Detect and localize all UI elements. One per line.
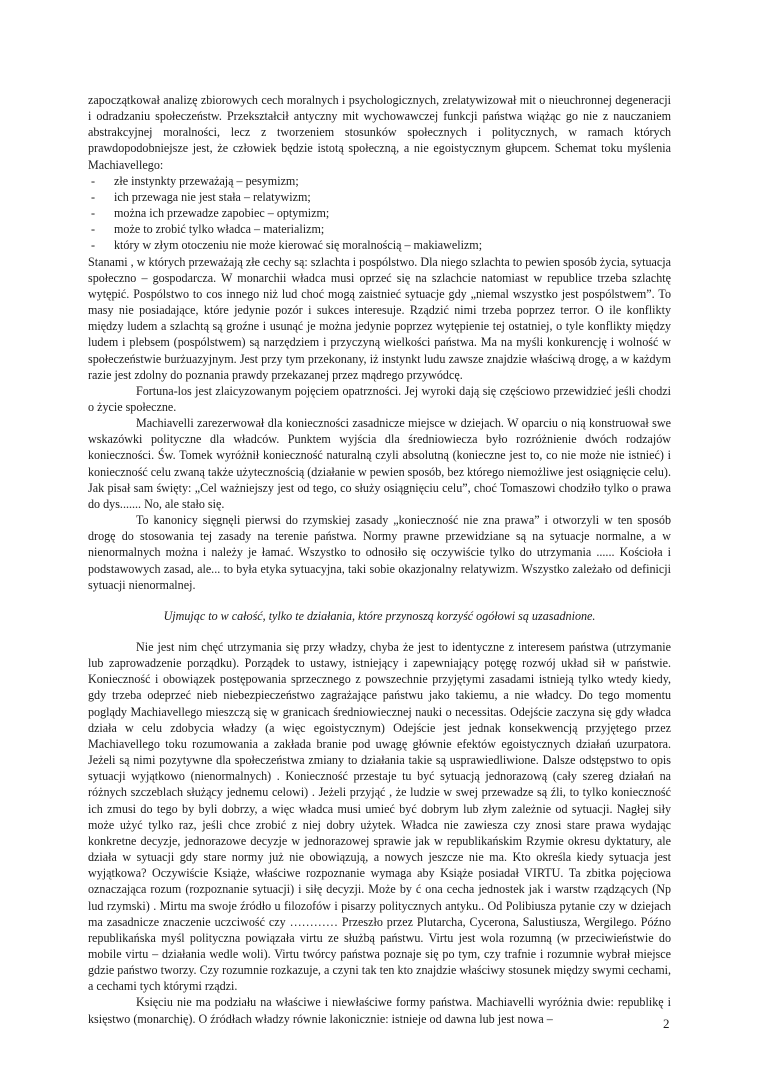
schema-list: [88, 173, 671, 254]
italic-quote: Ujmując to w całość, tylko te działania, które przynoszą korzyść ogółowi są uzasadnione.: [163, 608, 596, 623]
spacer: [88, 624, 671, 639]
paragraph-kanonicy: To kanonicy sięgnęli pierwsi do rzymskiej zasady „konieczność nie zna prawa” i otworzyli w ten sposób drogę do stosowania tej zasady na terenie państwa. Normy prawne przewidziane są na sytuacje normalne, a w nienormalnych można i należy je łamać. Wszystko to odnosiło się oczywiście tylko do utrzymania ...... Kościoła i podstawowych zasad, ale... to była etyka sytuacyjna, taki sobie okazjonalny relatywizm. Wszystko zależało od definicji sytuacji nienormalnej.: [88, 513, 671, 592]
paragraph-fortuna: Fortuna-los jest zlaicyzowanym pojęciem opatrzności. Jej wyroki dają się częściowo przewidzieć jeśli chodzi o życie społeczne.: [88, 383, 671, 414]
list-item: - złe instynkty przeważają – pesymizm;: [88, 173, 671, 189]
list-item: - może to zrobić tylko władca – materializm;: [88, 221, 671, 237]
paragraph-stany: Stanami , w których przeważają złe cechy są: szlachta i pospólstwo. Dla niego szlachta to pewien sposób życia, sytuacja społeczno – gospodarcza. W monarchii władca musi oprzeć się na szlachcie natomiast w republice trzeba szlachtę wytępić. Pospólstwo to cos innego niż lud choć mogą zaistnieć sytuacje gdy „niemal wszystko jest pospólstwem”. To masy nie posiadające, które jedynie pozór i sukces interesuje. Rządzić nimi trzeba poprzez terror. O ile konflikty między ludem a szlachtą są groźne i usunąć je można jedynie poprzez wytępienie tej ostatniej, o tyle konflikty między ludem i plebsem (pospólstwem) są narzędziem i przyczyną wielkości państwa. Ma na myśli konkurencję i wolność w społeczeństwie burżuazyjnym. Jest przy tym przekonany, iż instynkt ludu zawsze znajdzie właściwą drogę, a w każdym razie jest zdolny do poznania prawdy przekazanej przez mądrego przywódcę.: [88, 254, 671, 382]
paragraph-formy-panstwa: Księciu nie ma podziału na właściwe i niewłaściwe formy państwa. Machiavelli wyróżnia dwie: republikę i księstwo (monarchię). O źródłach władzy równie lakonicznie: istnieje od dawna lub jest nowa –: [88, 995, 671, 1026]
page-number: 2: [663, 1016, 670, 1031]
paragraph-koniecznosc: Machiavelli zarezerwował dla konieczności zasadnicze miejsce w dziejach. W oparciu o nią konstruował swe wskazówki polityczne dla władców. Punktem wyjścia dla średniowiecza było rozróżnienie dwóch rodzajów konieczności. Św. Tomek wyróżnił konieczność naturalną czyli absolutną (konieczne jest to, co nie może nie istnieć) i konieczność celu zwaną także użytecznością (działanie w pewien sposób, bez którego niemożliwe jest osiągnięcie celu). Jak pisał sam święty: „Cel ważniejszy jest od tego, co służy osiągnięciu celu”, choć Tomaszowi chodziło tylko o prawa do dys....... No, ale stało się.: [88, 416, 671, 511]
document-page: [88, 92, 671, 1027]
list-item: - można ich przewadze zapobiec – optymizm;: [88, 205, 671, 221]
list-item: - który w złym otoczeniu nie może kierować się moralnością – makiawelizm;: [88, 237, 671, 253]
spacer: [88, 593, 671, 608]
list-item: - ich przewaga nie jest stała – relatywizm;: [88, 189, 671, 205]
paragraph-intro: zapoczątkował analizę zbiorowych cech moralnych i psychologicznych, zrelatywizował mit o nieuchronnej degeneracji i odradzaniu społeczeństw. Przekształcił antyczny mit wychowawczej funkcji państwa wiążąc go nie z nauczaniem abstrakcyjnej moralności, lecz z tworzeniem stosunków społecznych i politycznych, w ramach których prawdopodobniejsze jest, że człowiek będzie istotą społeczną, a nie egoistycznym głupcem. Schemat toku myślenia Machiavellego:: [88, 93, 671, 172]
paragraph-wladza: Nie jest nim chęć utrzymania się przy władzy, chyba że jest to identyczne z interesem państwa (utrzymanie lub zaprowadzenie porządku). Porządek to ustawy, istniejący i zapewniający potęgę rozwój układ sił w państwie. Konieczność i obowiązek postępowania sprzecznego z powszechnie przyjętymi zasadami istnieją tylko wtedy kiedy, gdy trzeba odeprzeć nieb niebezpieczeństwo zagrażające państwu jako takiemu, a nie władcy. Do tego momentu poglądy Machiavellego mieszczą się w granicach średniowiecznej nauki o necessitas. Odejście zaczyna się gdy władca działa w celu zdobycia władzy (a więc egoistycznym) Odejście jest jednak konsekwencją przyjętego przez Machiavellego toku rozumowania a zakłada branie pod uwagę głównie efektów egoistycznych działań uzurpatora. Jeżeli są nimi pozytywne dla społeczeństwa zmiany to działania takie są usprawiedliwione. Dalsze odstępstwo to opis sytuacji wyjątkowo (nienormalnych) . Konieczność przestaje tu być sytuacją jednorazową (cały szereg działań na różnych szczeblach służący jednemu celowi) . Jeżeli przyjąć , że ludzie w swej przewadze są źli, to tylko konieczność ich zmusi do tego by byli dobrzy, a więc władca musi umieć być dobrym lub złym zależnie od sytuacji. Nagłej siły może użyć tylko raz, jeśli chce zrobić z niej dobry użytek. Władca nie zawiesza czy znosi stare prawa wydając konkretne decyzje, jednorazowe decyzje w jednorazowej sprawie jak w republikańskim Rzymie okresu dyktatury, ale działa w sytuacji gdy stare normy już nie obowiązują, a nowych jeszcze nie ma. Kto określa kiedy sytuacja jest wyjątkowa? Oczywiście Książe, właściwe rozpoznanie wymaga aby Książe posiadał VIRTU. Ta zbitka pojęciowa oznaczająca rozum (rozpoznanie sytuacji) i siłę decyzji. Może by ć ona cecha jednostek jak i warstw rządzących (Np lud rzymski) . Mirtu ma swoje źródło u filozofów i pisarzy politycznych antyku.. Od Polibiusza pytanie czy w dziejach ma zasadnicze znaczenie uczciwość czy ………… Przeszło przez Plutarcha, Cycerona, Salustiusza, Wergilego. Późno republikańska myśl polityczna powiązała virtu ze służbą państwu. Virtu jest wola rozumną (w przeciwieństwie do mobile virtu – działania wedle woli). Virtu twórcy państwa poznaje się po tym, czy trafnie i rozumnie wybrał miejsce gdzie państwo tworzy. Czy rozumnie rozkazuje, a czyni tak ten kto znajdzie właściwy stosunek między swymi cechami, a cechami tych którymi rządzi.: [88, 640, 671, 994]
